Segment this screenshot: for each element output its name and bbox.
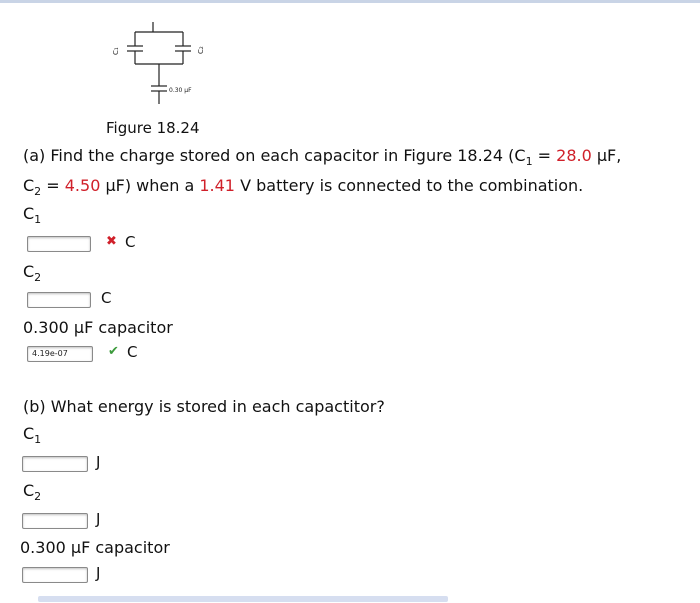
incorrect-icon: ✖: [106, 234, 117, 249]
subscript: 2: [34, 185, 42, 198]
question-text: C: [23, 176, 35, 195]
figure-c3-label: 0.30 μF: [169, 87, 192, 94]
question-text: (a) Find the charge stored on each capacitor in Figure 18.24 (C: [23, 146, 526, 165]
part-a-c3-label: 0.300 μF capacitor: [23, 318, 173, 337]
part-a-c3-input[interactable]: 4.19e-07: [27, 346, 93, 362]
part-a-c2-unit: C: [101, 289, 112, 307]
equals: =: [532, 146, 557, 165]
circuit-figure: [105, 14, 225, 124]
part-b-c3-input[interactable]: [22, 567, 88, 583]
top-divider: [0, 0, 700, 3]
part-a-c2-label: [23, 262, 41, 284]
correct-check-icon: ✔: [108, 344, 119, 359]
c1-given-value: 28.0: [556, 146, 592, 165]
part-a-question-line2: [23, 176, 583, 198]
part-b-c1-unit: J: [96, 453, 101, 471]
part-a-question-line1: [23, 146, 621, 168]
label-text: C: [23, 481, 35, 500]
figure-c1-label: C₁: [112, 47, 120, 55]
question-text: μF) when a: [100, 176, 200, 195]
submit-bar[interactable]: [38, 596, 448, 602]
subscript: 2: [34, 271, 42, 284]
part-a-c1-input[interactable]: [27, 236, 91, 252]
label-text: C: [23, 204, 35, 223]
part-a-c1-unit: C: [125, 233, 136, 251]
part-b-c2-unit: J: [96, 510, 101, 528]
part-b-c2-input[interactable]: [22, 513, 88, 529]
label-text: C: [23, 424, 35, 443]
part-b-c3-label: 0.300 μF capacitor: [20, 538, 170, 557]
part-a-c2-input[interactable]: [27, 292, 91, 308]
part-b-c1-input[interactable]: [22, 456, 88, 472]
part-a-c1-label: [23, 204, 41, 226]
figure-c2-label: C₂: [197, 46, 205, 54]
c2-given-value: 4.50: [64, 176, 101, 195]
unit-text: μF,: [591, 146, 622, 165]
part-b-c1-label: [23, 424, 41, 446]
part-b-c3-unit: J: [96, 564, 101, 582]
subscript: 1: [34, 213, 42, 226]
subscript: 2: [34, 490, 42, 503]
equals: =: [41, 176, 65, 195]
voltage-given-value: 1.41: [199, 176, 235, 195]
figure-caption: Figure 18.24: [106, 119, 200, 137]
question-text: V battery is connected to the combination.: [234, 176, 584, 195]
subscript: 1: [34, 433, 42, 446]
part-b-question: (b) What energy is stored in each capactitor?: [23, 397, 385, 416]
label-text: C: [23, 262, 35, 281]
subscript: 1: [525, 155, 533, 168]
part-a-c3-unit: C: [127, 343, 138, 361]
part-b-c2-label: [23, 481, 41, 503]
